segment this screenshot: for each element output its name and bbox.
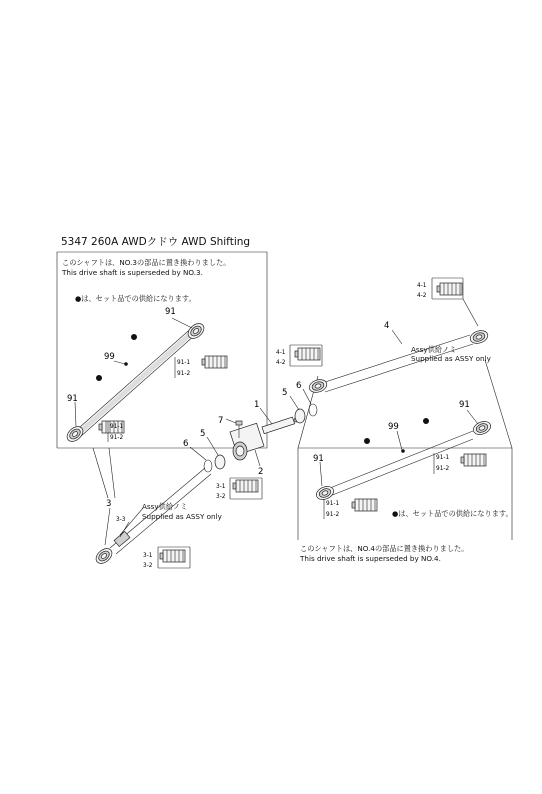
label-3-1: 3-1 bbox=[216, 484, 226, 490]
label-91-1: 91-1 bbox=[436, 455, 450, 461]
right-set-note: ●は、セット品での供給になります。 bbox=[392, 509, 513, 518]
label-5: 5 bbox=[282, 388, 288, 398]
label-91: 91 bbox=[459, 400, 470, 410]
part-1-stub-shaft bbox=[262, 417, 298, 434]
left-note-en: This drive shaft is superseded by NO.3. bbox=[62, 268, 203, 277]
label-4-1: 4-1 bbox=[276, 350, 286, 356]
label-91: 91 bbox=[67, 394, 78, 404]
part-6-ring bbox=[309, 404, 317, 416]
left-note-jp: このシャフトは、NO.3の部品に置き換わりました。 bbox=[62, 258, 231, 267]
part-2-housing bbox=[230, 423, 264, 460]
part-3-shaft bbox=[93, 468, 211, 566]
set-dot bbox=[131, 334, 137, 340]
right-note-jp: このシャフトは、NO.4の部品に置き換わりました。 bbox=[300, 544, 469, 553]
label-91-2: 91-2 bbox=[436, 466, 450, 472]
label-6: 6 bbox=[183, 439, 189, 449]
label-7: 7 bbox=[218, 416, 224, 426]
label-3-1: 3-1 bbox=[143, 553, 153, 559]
label-4-1: 4-1 bbox=[417, 283, 427, 289]
label-91: 91 bbox=[313, 454, 324, 464]
set-dot bbox=[423, 418, 429, 424]
label-4-2: 4-2 bbox=[276, 360, 286, 366]
left-inset-box bbox=[57, 252, 267, 448]
label-99: 99 bbox=[388, 422, 399, 432]
label-6: 6 bbox=[296, 381, 302, 391]
label-3-3: 3-3 bbox=[116, 517, 126, 523]
part-4-shaft bbox=[308, 329, 490, 395]
label-3-2: 3-2 bbox=[143, 563, 153, 569]
part-5-washer bbox=[295, 409, 305, 423]
assy-4-note-jp: Assy供給ノミ bbox=[411, 345, 457, 354]
label-91-1: 91-1 bbox=[177, 360, 191, 366]
label-91-2: 91-2 bbox=[177, 371, 191, 377]
part-5-washer bbox=[215, 455, 225, 469]
label-1: 1 bbox=[254, 400, 260, 410]
part-6-ring bbox=[204, 460, 212, 472]
label-99: 99 bbox=[104, 352, 115, 362]
label-91-1: 91-1 bbox=[326, 501, 340, 507]
set-dot bbox=[364, 438, 370, 444]
label-4: 4 bbox=[384, 321, 390, 331]
left-set-note: ●は、セット品での供給になります。 bbox=[75, 294, 196, 303]
label-4-2: 4-2 bbox=[417, 293, 427, 299]
right-note-en: This drive shaft is superseded by NO.4. bbox=[300, 554, 441, 563]
set-dot bbox=[96, 375, 102, 381]
label-3: 3 bbox=[106, 499, 112, 509]
label-91-2: 91-2 bbox=[326, 512, 340, 518]
label-91-2: 91-2 bbox=[110, 435, 124, 441]
label-5: 5 bbox=[200, 429, 206, 439]
page-title: 5347 260A AWDクドウ AWD Shifting bbox=[61, 236, 251, 248]
assy-4-note-en: Supplied as ASSY only bbox=[411, 354, 491, 363]
label-3-2: 3-2 bbox=[216, 494, 226, 500]
label-91-1: 91-1 bbox=[110, 424, 124, 430]
assy-3-note-en: Supplied as ASSY only bbox=[142, 512, 222, 521]
label-91: 91 bbox=[165, 307, 176, 317]
label-2: 2 bbox=[258, 467, 264, 477]
right-inset-box bbox=[298, 410, 512, 540]
assy-3-note-jp: Assy供給ノミ bbox=[142, 502, 188, 511]
